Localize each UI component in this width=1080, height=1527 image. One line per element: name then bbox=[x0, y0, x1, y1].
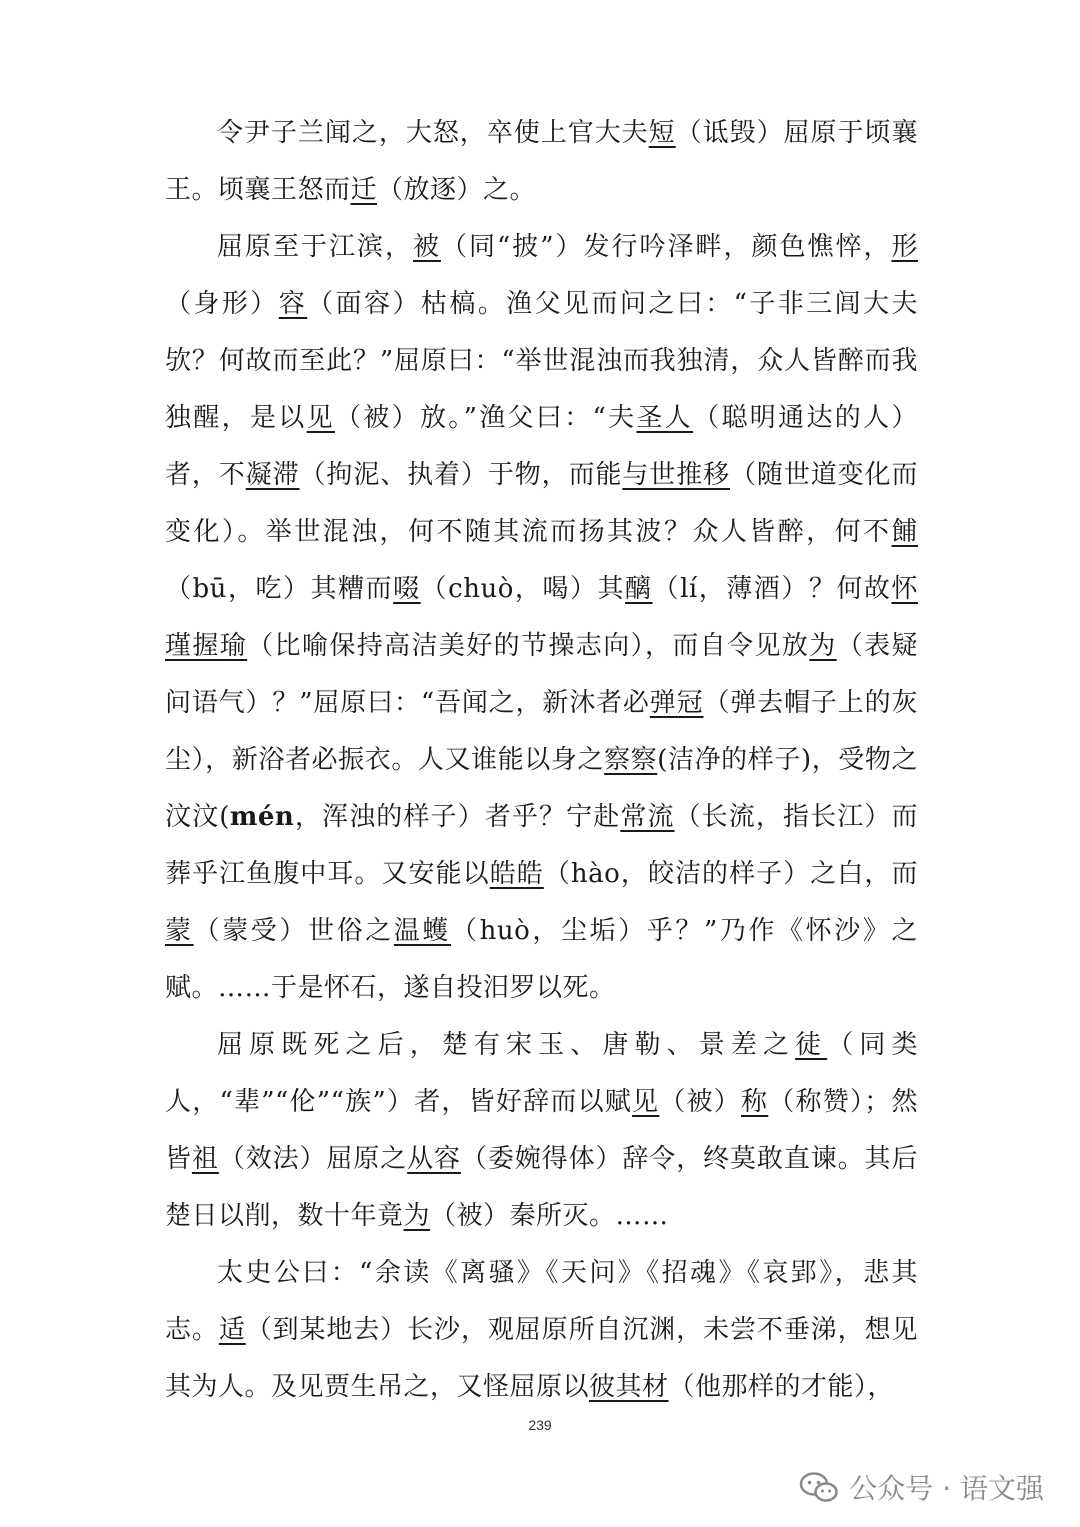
underlined-term: 为 bbox=[809, 631, 837, 661]
watermark bbox=[799, 1467, 1044, 1507]
document-body bbox=[165, 105, 918, 1416]
underlined-term: 凝滞 bbox=[245, 460, 300, 490]
text-run: （弹去帽子上的灰尘），新浴者必振衣。人又谁能以身之 bbox=[165, 688, 918, 775]
underlined-term: 短 bbox=[648, 118, 676, 148]
text-run: （表疑问语气）？”屈原曰：“吾闻之，新沐者必 bbox=[165, 631, 918, 718]
underlined-term: 称 bbox=[741, 1087, 769, 1117]
underlined-term: 啜 bbox=[393, 574, 421, 604]
underlined-term: 弹冠 bbox=[649, 688, 704, 718]
watermark-text: 公众号 · 语文强 bbox=[849, 1472, 1044, 1505]
text-run: 太史公曰：“余读《离骚》《天问》《招魂》《哀郢》，悲其志。 bbox=[165, 1258, 918, 1345]
underlined-term: 被 bbox=[412, 232, 441, 262]
text-run: （hào，皎洁的样子）之白，而 bbox=[543, 859, 918, 889]
text-run: （蒙受）世俗之 bbox=[193, 916, 394, 946]
underlined-term: 容 bbox=[278, 289, 308, 319]
paragraph bbox=[165, 1245, 918, 1416]
text-run: （身形） bbox=[165, 289, 279, 319]
text-run: （拘泥、执着）于物，而能 bbox=[299, 460, 623, 490]
paragraph bbox=[165, 1017, 918, 1245]
underlined-term: 形 bbox=[891, 232, 918, 262]
text-run: （放逐）之。 bbox=[377, 175, 537, 205]
text-run: （被） bbox=[659, 1087, 742, 1117]
text-run: （随世道变化而变化）。举世混浊，何不随其流而扬其波？众人皆醉，何不 bbox=[165, 460, 918, 547]
underlined-term: 见 bbox=[306, 403, 335, 433]
text-run: 屈原既死之后，楚有宋玉、唐勒、景差之 bbox=[217, 1030, 796, 1060]
text-run: 令尹子兰闻之，大怒，卒使上官大夫 bbox=[217, 118, 649, 148]
paragraph bbox=[165, 105, 918, 219]
text-run: （效法）屈原之 bbox=[218, 1144, 408, 1174]
text-run: （比喻保持高洁美好的节操志向），而自令见放 bbox=[247, 631, 810, 661]
wechat-icon bbox=[799, 1471, 839, 1503]
text-run: （面容）枯槁。渔父见而问之曰：“子非三闾大夫欤？何故而至此？”屈原曰：“举世混浊而我独清，众人皆醉而我独醒，是以 bbox=[165, 289, 918, 433]
underlined-term: 怀瑾握瑜 bbox=[165, 574, 918, 661]
underlined-term: 祖 bbox=[191, 1144, 219, 1174]
underlined-term: 察察 bbox=[604, 745, 658, 775]
text-run: （同类人，“辈”“伦”“族”）者，皆好辞而以赋 bbox=[165, 1030, 918, 1117]
text-run: （同“披”）发行吟泽畔，颜色憔悴， bbox=[440, 232, 892, 262]
underlined-term: 常流 bbox=[620, 802, 675, 832]
underlined-term: 蒙 bbox=[165, 916, 194, 946]
underlined-term: 彼其材 bbox=[589, 1372, 669, 1402]
text-run: （委婉得体）辞令，终莫敢直谏。其后楚日以削，数十年竟 bbox=[165, 1144, 918, 1231]
underlined-term: 从容 bbox=[407, 1144, 461, 1174]
paragraph bbox=[165, 219, 918, 1017]
text-run: ，浑浊的样子）者乎？宁赴 bbox=[294, 802, 621, 832]
text-run: （huò，尘垢）乎？”乃作《怀沙》之赋。……于是怀石，遂自投汨罗以死。 bbox=[165, 916, 918, 1003]
underlined-term: 与世推移 bbox=[622, 460, 731, 490]
underlined-term: 徒 bbox=[795, 1030, 828, 1060]
underlined-term: 圣人 bbox=[636, 403, 694, 433]
text-run: 屈原至于江滨， bbox=[217, 232, 413, 262]
text-run: （bū，吃）其糟而 bbox=[165, 574, 394, 604]
underlined-term: 皓皓 bbox=[489, 859, 544, 889]
text-run: （长流，指长江）而葬乎江鱼腹中耳。又安能以 bbox=[165, 802, 918, 889]
underlined-term: 醨 bbox=[625, 574, 653, 604]
page-number: 239 bbox=[528, 1417, 552, 1433]
text-run: （被）秦所灭。…… bbox=[430, 1201, 669, 1231]
text-run: （到某地去）长沙，观屈原所自沉渊，未尝不垂涕，想见其为人。及见贾生吊之，又怪屈原以 bbox=[165, 1315, 918, 1402]
underlined-term: 适 bbox=[218, 1315, 246, 1345]
text-run: （称赞）；然皆 bbox=[165, 1087, 918, 1174]
text-run: （他那样的才能）， bbox=[668, 1372, 895, 1402]
bold-term: mén bbox=[229, 802, 295, 832]
text-run: (洁净的样子)，受物之汶汶( bbox=[165, 745, 918, 832]
underlined-term: 迁 bbox=[350, 175, 378, 205]
text-run: （聪明通达的人）者，不 bbox=[165, 403, 918, 490]
underlined-term: 见 bbox=[632, 1087, 660, 1117]
underlined-term: 温蠖 bbox=[393, 916, 452, 946]
text-run: （诋毁）屈原于顷襄王。顷襄王怒而 bbox=[165, 118, 918, 205]
text-run: （被）放。”渔父曰：“夫 bbox=[334, 403, 637, 433]
text-run: （chuò，喝）其 bbox=[420, 574, 626, 604]
text-run: （lí，薄酒）？何故 bbox=[652, 574, 892, 604]
underlined-term: 餔 bbox=[891, 517, 918, 547]
underlined-term: 为 bbox=[403, 1201, 431, 1231]
